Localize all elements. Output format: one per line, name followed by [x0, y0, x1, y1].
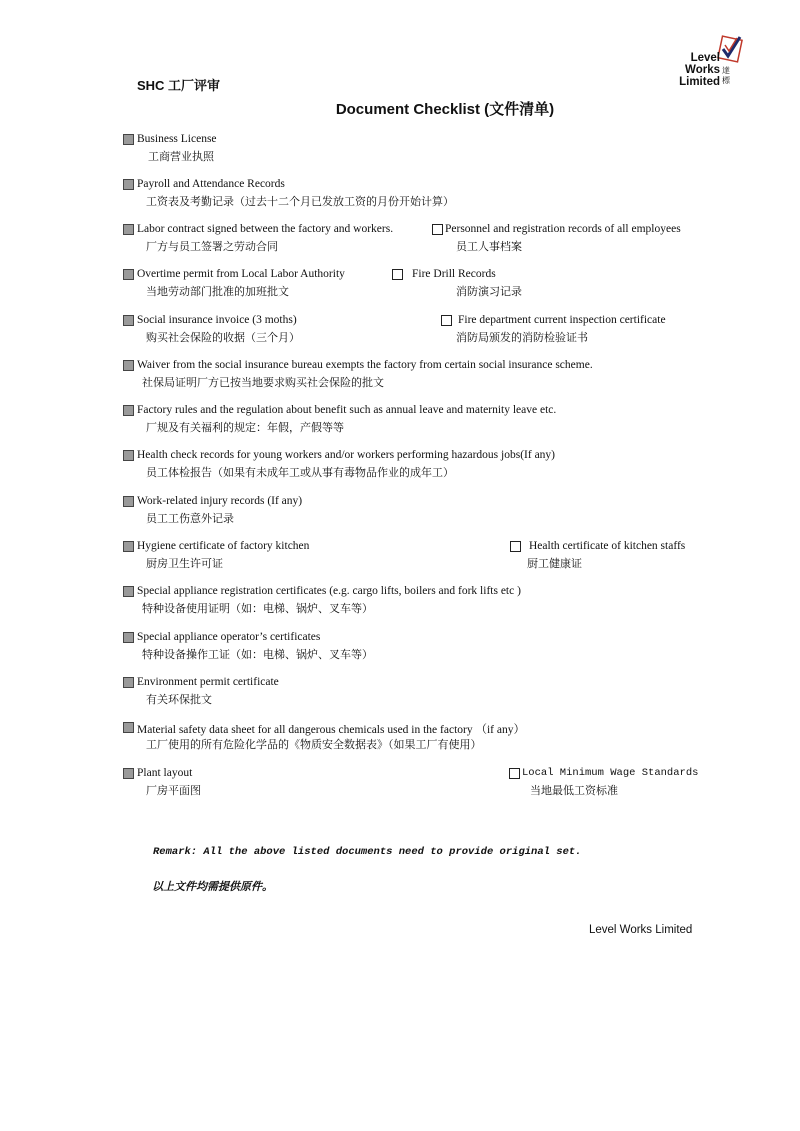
- logo-line-2: Works: [685, 64, 720, 76]
- item-kitchen-staff-health-en: Health certificate of kitchen staffs: [529, 540, 686, 552]
- item-injury-records-zh: 员工工伤意外记录: [146, 512, 234, 525]
- checkbox-factory-rules[interactable]: [123, 405, 134, 416]
- item-fire-inspection-en: Fire department current inspection certificate: [458, 314, 666, 326]
- item-factory-rules-zh: 厂规及有关福利的规定：年假，产假等等: [146, 421, 344, 434]
- checkbox-payroll[interactable]: [123, 179, 134, 190]
- item-personnel-records-en: Personnel and registration records of all employees: [445, 223, 681, 235]
- item-fire-drill-zh: 消防演习记录: [456, 285, 522, 298]
- item-social-insurance-invoice-en: Social insurance invoice (3 moths): [137, 314, 297, 326]
- item-appliance-operator-zh: 特种设备操作工证（如：电梯、锅炉、叉车等）: [142, 648, 373, 661]
- item-special-appliance-registration-zh: 特种设备使用证明（如：电梯、锅炉、叉车等）: [142, 602, 373, 615]
- checkbox-business-license[interactable]: [123, 134, 134, 145]
- item-labor-contract-zh: 厂方与员工签署之劳动合同: [146, 240, 278, 253]
- item-personnel-records-zh: 员工人事档案: [456, 240, 522, 253]
- checkbox-injury-records[interactable]: [123, 496, 134, 507]
- item-msds-en: Material safety data sheet for all dangerous chemicals used in the factory （if any）: [137, 724, 525, 736]
- checkbox-overtime-permit[interactable]: [123, 269, 134, 280]
- remark-en: Remark: All the above listed documents need to provide original set.: [153, 846, 582, 858]
- checkbox-minimum-wage[interactable]: [509, 768, 520, 779]
- item-minimum-wage-en: Local Minimum Wage Standards: [522, 767, 699, 779]
- item-hygiene-certificate-zh: 厨房卫生许可证: [146, 557, 223, 570]
- item-environment-permit-zh: 有关环保批文: [146, 693, 212, 706]
- checkbox-hygiene-certificate[interactable]: [123, 541, 134, 552]
- logo-line-3: Limited: [679, 76, 720, 88]
- logo-han-1: 達: [722, 66, 730, 75]
- checkbox-fire-drill[interactable]: [392, 269, 403, 280]
- item-injury-records-en: Work-related injury records (If any): [137, 495, 303, 507]
- item-hygiene-certificate-en: Hygiene certificate of factory kitchen: [137, 540, 310, 552]
- item-plant-layout-zh: 厂房平面图: [146, 784, 201, 797]
- footer-company: Level Works Limited: [589, 924, 693, 936]
- item-health-check-en: Health check records for young workers and/or workers performing hazardous jobs(If any): [137, 449, 556, 461]
- checkbox-waiver[interactable]: [123, 360, 134, 371]
- remark-zh: 以上文件均需提供原件。: [152, 880, 273, 893]
- item-business-license-en: Business License: [137, 133, 217, 145]
- checkmark-logo-icon: [716, 34, 746, 66]
- item-business-license-zh: 工商营业执照: [148, 150, 214, 163]
- item-social-insurance-invoice-zh: 购买社会保险的收据（三个月）: [146, 331, 300, 344]
- header-left-label: SHC 工厂评审: [137, 78, 221, 93]
- company-logo: [660, 34, 760, 94]
- item-waiver-en: Waiver from the social insurance bureau exempts the factory from certain social insurance scheme.: [137, 359, 593, 371]
- item-plant-layout-en: Plant layout: [137, 767, 193, 779]
- item-fire-inspection-zh: 消防局颁发的消防检验证书: [456, 331, 588, 344]
- checkbox-fire-inspection[interactable]: [441, 315, 452, 326]
- item-special-appliance-registration-en: Special appliance registration certificates (e.g. cargo lifts, boilers and fork lifts etc ): [137, 585, 521, 597]
- item-overtime-permit-zh: 当地劳动部门批准的加班批文: [146, 285, 289, 298]
- checkbox-labor-contract[interactable]: [123, 224, 134, 235]
- checkbox-msds[interactable]: [123, 722, 134, 733]
- page-title: Document Checklist (文件清单): [335, 101, 555, 118]
- checkbox-plant-layout[interactable]: [123, 768, 134, 779]
- item-msds-zh: 工厂使用的所有危险化学品的《物质安全数据表》（如果工厂有使用）: [146, 738, 482, 751]
- logo-line-1: Level: [690, 52, 720, 64]
- checkbox-appliance-operator[interactable]: [123, 632, 134, 643]
- logo-han-2: 標: [722, 76, 730, 85]
- item-labor-contract-en: Labor contract signed between the factory and workers.: [137, 223, 394, 235]
- item-factory-rules-en: Factory rules and the regulation about benefit such as annual leave and maternity leave etc.: [137, 404, 557, 416]
- item-health-check-zh: 员工体检报告（如果有未成年工或从事有毒物品作业的成年工）: [146, 466, 454, 479]
- checkbox-special-appliance-registration[interactable]: [123, 586, 134, 597]
- checkbox-kitchen-staff-health[interactable]: [510, 541, 521, 552]
- item-appliance-operator-en: Special appliance operator’s certificates: [137, 631, 321, 643]
- item-payroll-en: Payroll and Attendance Records: [137, 178, 285, 190]
- item-payroll-zh: 工资表及考勤记录（过去十二个月已发放工资的月份开始计算）: [146, 195, 454, 208]
- checkbox-social-insurance-invoice[interactable]: [123, 315, 134, 326]
- item-environment-permit-en: Environment permit certificate: [137, 676, 279, 688]
- checkbox-environment-permit[interactable]: [123, 677, 134, 688]
- item-kitchen-staff-health-zh: 厨工健康证: [527, 557, 582, 570]
- item-fire-drill-en: Fire Drill Records: [412, 268, 496, 280]
- item-minimum-wage-zh: 当地最低工资标准: [530, 784, 618, 797]
- checkbox-personnel-records[interactable]: [432, 224, 443, 235]
- item-overtime-permit-en: Overtime permit from Local Labor Authority: [137, 268, 345, 280]
- item-waiver-zh: 社保局证明厂方已按当地要求购买社会保险的批文: [142, 376, 384, 389]
- checkbox-health-check[interactable]: [123, 450, 134, 461]
